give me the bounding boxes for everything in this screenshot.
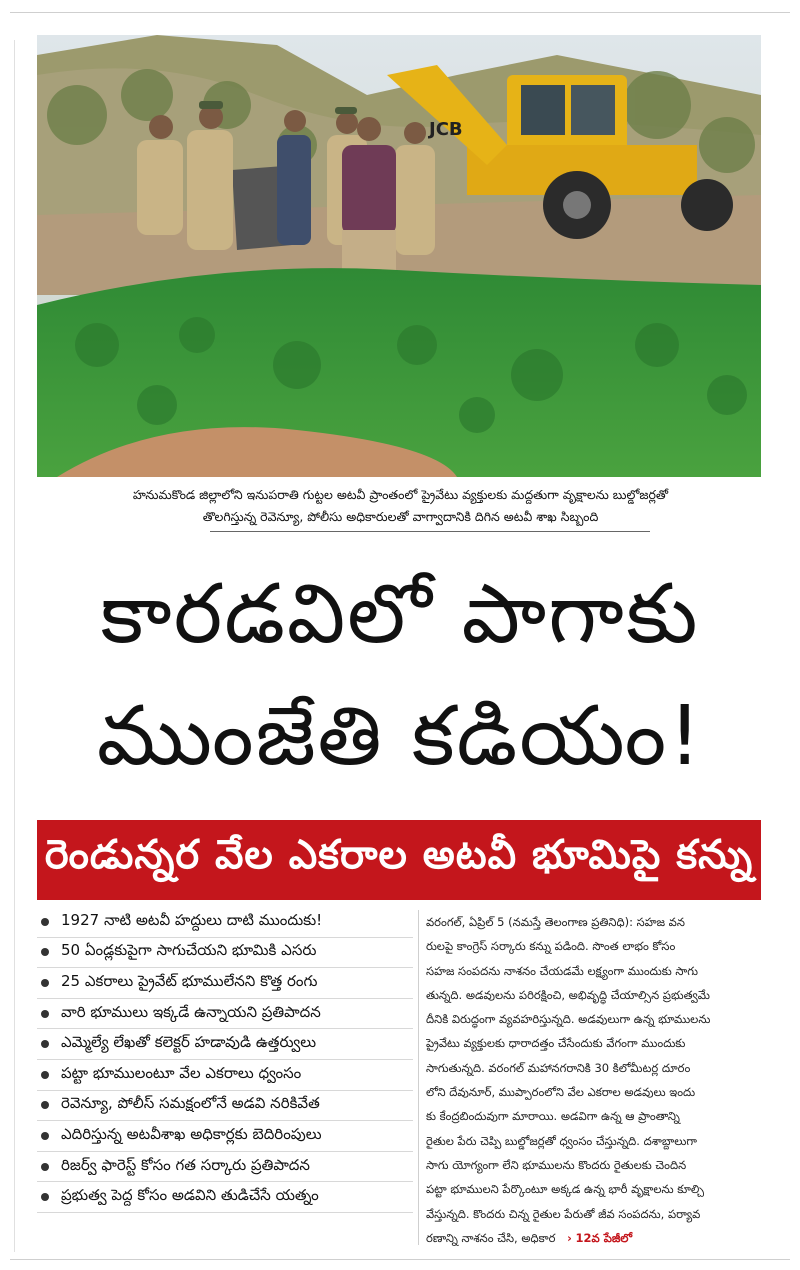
list-item-text: రెవెన్యూ, పోలీస్ సమక్షంలోనే అడవి నరికివేత: [61, 1094, 320, 1113]
column-divider: [418, 910, 419, 1245]
list-item: [37, 968, 413, 999]
caption-line-2: తొలగిస్తున్న రెవెన్యూ, పోలీసు అధికారులతో వాగ్వాదానికి దిగిన అటవీ శాఖ సిబ్బంది: [202, 509, 599, 524]
bullet-dot-icon: [41, 1040, 49, 1048]
bullet-dot-icon: [41, 1071, 49, 1079]
list-item-text: 25 ఎకరాలు ప్రైవేట్ భూములేనని కొత్త రంగు: [61, 971, 318, 990]
body-line: సహజ సంపదను నాశనం చేయడమే లక్ష్యంగా ముందుకు సాగు: [426, 963, 698, 978]
bottom-rule: [10, 1259, 790, 1260]
body-line: ప్రైవేటు వ్యక్తులకు ధారాదత్తం చేసేందుకు వేగంగా ముందుకు: [426, 1036, 686, 1051]
body-last-line: [426, 1226, 764, 1250]
list-item: [37, 938, 413, 969]
body-line: సాగు యోగ్యంగా లేని భూములను కొందరు రైతులకు చెందిన: [426, 1157, 687, 1172]
subheadline-band: [37, 820, 761, 900]
list-item: [37, 1091, 413, 1122]
headline-line-1: కారడవిలో పాగాకు: [100, 567, 700, 662]
arrow-right-icon: ›: [567, 1230, 572, 1245]
body-line: రులపై కాంగ్రెస్ సర్కారు కన్ను పడింది. సొంత లాభం కోసం: [426, 939, 676, 954]
bullet-dot-icon: [41, 1101, 49, 1109]
list-item: [37, 1182, 413, 1213]
bullet-dot-icon: [41, 1193, 49, 1201]
list-item: [37, 999, 413, 1030]
left-margin-rule: [14, 40, 15, 1252]
bullet-dot-icon: [41, 1010, 49, 1018]
bullet-dot-icon: [41, 948, 49, 956]
bullet-dot-icon: [41, 1163, 49, 1171]
list-item: [37, 1060, 413, 1091]
caption-underline: [210, 531, 650, 532]
list-item-text: ఎమ్మెల్యే లేఖతో కలెక్టర్ హడావుడి ఉత్తర్వులు: [61, 1033, 317, 1052]
list-item: [37, 1029, 413, 1060]
list-item: [37, 1121, 413, 1152]
caption-line-1: హనుమకొండ జిల్లాలోని ఇనుపరాతి గుట్టల అటవీ ప్రాంతంలో ప్రైవేటు వ్యక్తులకు మద్దతుగా వృక్షాలను బుల్డోజర్లతో: [132, 487, 669, 502]
top-rule: [10, 12, 790, 13]
bullet-dot-icon: [41, 918, 49, 926]
list-item-text: 1927 నాటి అటవీ హద్దులు దాటి ముందుకు!: [61, 910, 323, 929]
subheadline-text: రెండున్నర వేల ఎకరాల అటవీ భూమిపై కన్ను: [44, 832, 754, 878]
bullet-dot-icon: [41, 1132, 49, 1140]
body-line: వేస్తున్నది. కొందరు చిన్న రైతుల పేరుతో జీవ సంపదను, పర్యావ: [426, 1206, 701, 1221]
list-item-text: 50 ఏండ్లకుపైగా సాగుచేయని భూమికి ఎసరు: [61, 941, 317, 960]
body-line: రైతుల పేరు చెప్పి బుల్డోజర్లతో ధ్వంసం చేస్తున్నది. దశాబ్దాలుగా: [426, 1133, 697, 1148]
headline-line-2: ముంజేతి కడియం!: [96, 689, 704, 784]
list-item-text: రిజర్వ్ ఫారెస్ట్ కోసం గత సర్కారు ప్రతిపాదన: [61, 1155, 310, 1174]
news-photo: [37, 35, 761, 477]
body-line: పట్టా భూములని పేర్కొంటూ అక్కడ ఉన్న భారీ వృక్షాలను కూల్చి: [426, 1182, 705, 1197]
body-line: సాగుతున్నది. వరంగల్ మహానగరానికి 30 కిలోమీటర్ల దూరం: [426, 1060, 691, 1075]
list-item-text: ప్రభుత్వ పెద్ద కోసం అడవిని తుడిచేసే యత్నం: [61, 1186, 319, 1205]
body-line: దీనికి విరుద్ధంగా వ్యవహరిస్తున్నది. అడవులుగా ఉన్న భూములను: [426, 1012, 711, 1027]
jcb-label: JCB: [429, 119, 463, 140]
photo-caption: [48, 484, 753, 528]
article-body: [426, 910, 764, 1250]
list-item: [37, 1152, 413, 1183]
body-line: కు కేంద్రబిందువుగా మారాయి. అడవిగా ఉన్న ఆ ప్రాంతాన్ని: [426, 1109, 680, 1124]
body-line: వరంగల్, ఏప్రిల్ 5 (నమస్తే తెలంగాణ ప్రతినిధి): సహజ వన: [426, 915, 685, 929]
list-item: [37, 907, 413, 938]
list-item-text: వారి భూములు ఇక్కడే ఉన్నాయని ప్రతిపాదన: [61, 1002, 321, 1021]
list-item-text: ఎదిరిస్తున్న అటవీశాఖ అధికార్లకు బెదిరింపులు: [61, 1124, 322, 1143]
body-line: తున్నది. అడవులను పరిరక్షించి, అభివృద్ధి చేయాల్సిన ప్రభుత్వమే: [426, 987, 710, 1002]
bullet-dot-icon: [41, 979, 49, 987]
body-line: లోని దేవునూర్, ముప్పారంలోని వేల ఎకరాల అడవులు ఇందు: [426, 1085, 696, 1100]
body-last-text: రణాన్ని నాశనం చేసి, అధికార: [426, 1230, 556, 1245]
list-item-text: పట్టా భూములంటూ వేల ఎకరాలు ధ్వంసం: [61, 1063, 302, 1082]
highlights-list: [37, 907, 413, 1213]
continued-page-link[interactable]: 12వ పేజీలో: [575, 1230, 633, 1245]
